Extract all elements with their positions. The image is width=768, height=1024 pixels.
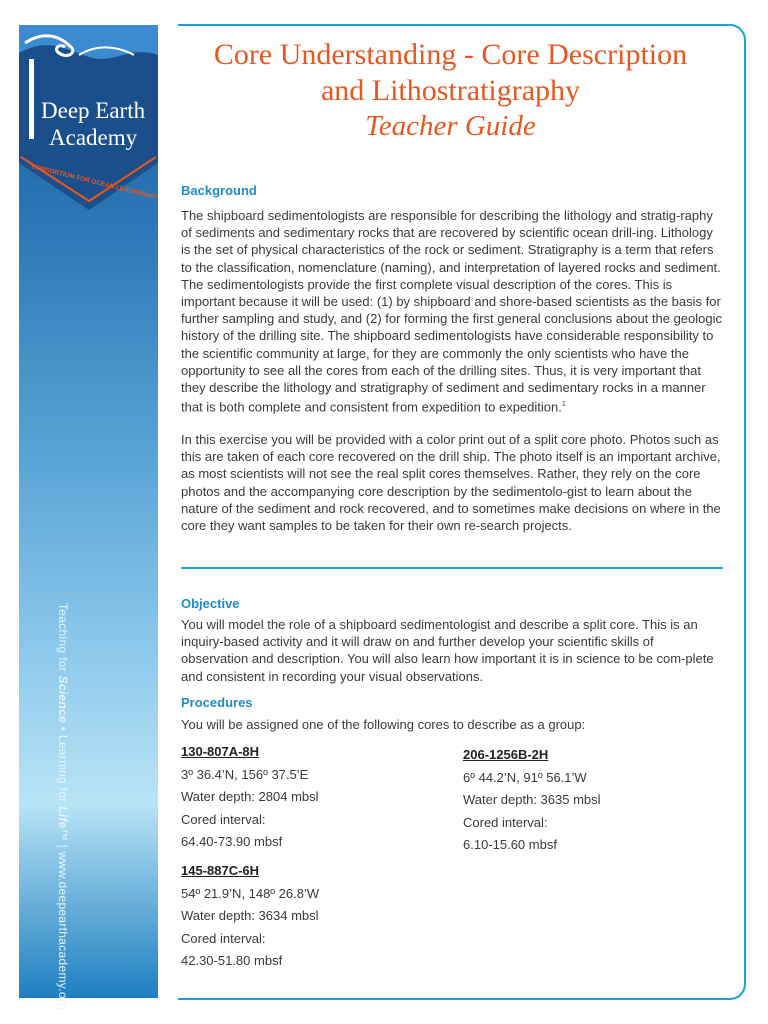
background-paragraph-2: In this exercise you will be provided with a color print out of a split core photo. Photos such as this are taken of each core recovered on the drill ship. The photo itself is an important archive, as most scientists will not see the real split cores themselves. Rather, they rely on the core photos and the accompanying core description by the sedimentolo-gist to learn about the nature of the sediment and rock recovered, and to sometimes make decisions on where in the core they want samples to be taken for their own re-search projects. bbox=[181, 432, 721, 534]
logo-tagline: CONSORTIUM FOR OCEAN LEADERSHIP bbox=[30, 163, 158, 202]
core-block-145-887C: 145-887C-6H 54º 21.9’N, 148º 26.8’W Water depth: 3634 mbsl Cored interval: 42.30-51.80 mbsf bbox=[181, 863, 320, 968]
deep-earth-academy-logo bbox=[19, 25, 158, 210]
procedures-heading: Procedures bbox=[181, 695, 253, 710]
page-title-line1: Core Understanding - Core Description bbox=[213, 38, 688, 71]
page-title-line2: and Lithostratigraphy bbox=[320, 74, 581, 107]
page-subtitle: Teacher Guide bbox=[365, 110, 536, 142]
logo-line1: Deep Earth bbox=[41, 98, 146, 123]
drill-icon bbox=[29, 59, 34, 139]
sidebar-banner bbox=[19, 25, 158, 1011]
core-block-206-1256B: 206-1256B-2H 6º 44.2’N, 91º 56.1’W Water depth: 3635 mbsl Cored interval: 6.10-15.60 mbsf bbox=[463, 747, 601, 852]
sidebar-vertical-text: Teaching for Science • Learning for Life™ | www.deepearthacademy.org bbox=[56, 603, 70, 1011]
core-block-130-807A: 130-807A-8H 3º 36.4’N, 156º 37.5’E Water depth: 2804 mbsl Cored interval: 64.40-73.90 mbsf bbox=[181, 744, 319, 849]
objective-text: You will model the role of a shipboard sedimentologist and describe a split core. This is an inquiry-based activity and it will draw on and further develop your scientific skills of observation and description. You will also learn how important it is in science to be com-plete and consistent in recording your visual observations. bbox=[181, 617, 714, 684]
section-divider bbox=[181, 567, 723, 569]
background-heading: Background bbox=[181, 183, 257, 198]
objective-heading: Objective bbox=[181, 596, 240, 611]
background-paragraph-1: The shipboard sedimentologists are responsible for describing the lithology and stratig-raphy of sediments and sedimentary rocks that are recovered by scientific ocean drill-ing. Lithology is the set of physical characteristics of the rock or sediment. Stratigraphy is a term that refers to the classification, nomenclature (naming), and interpretation of layered rocks and sediment. The sedimentologists provide the first complete visual description of the cores. This is important because it will be used: (1) by shipboard and shore-based scientists as the basis for further sampling and study, and (2) for forming the first general conclusions about the geologic history of the drilling site. The shipboard sedimentologists have considerable responsibility to the scientific community at large, for they are commonly the only scientists who have the opportunity to see all the cores from each of the drilling sites. Thus, it is very important that they describe the lithology and stratigraphy of sediment and sedimentary rocks in a manner that is both complete and consistent from expedition to expedition.$^1$ bbox=[181, 208, 723, 415]
logo-line2: Academy bbox=[49, 125, 138, 150]
procedures-intro: You will be assigned one of the following cores to describe as a group: bbox=[181, 717, 586, 732]
